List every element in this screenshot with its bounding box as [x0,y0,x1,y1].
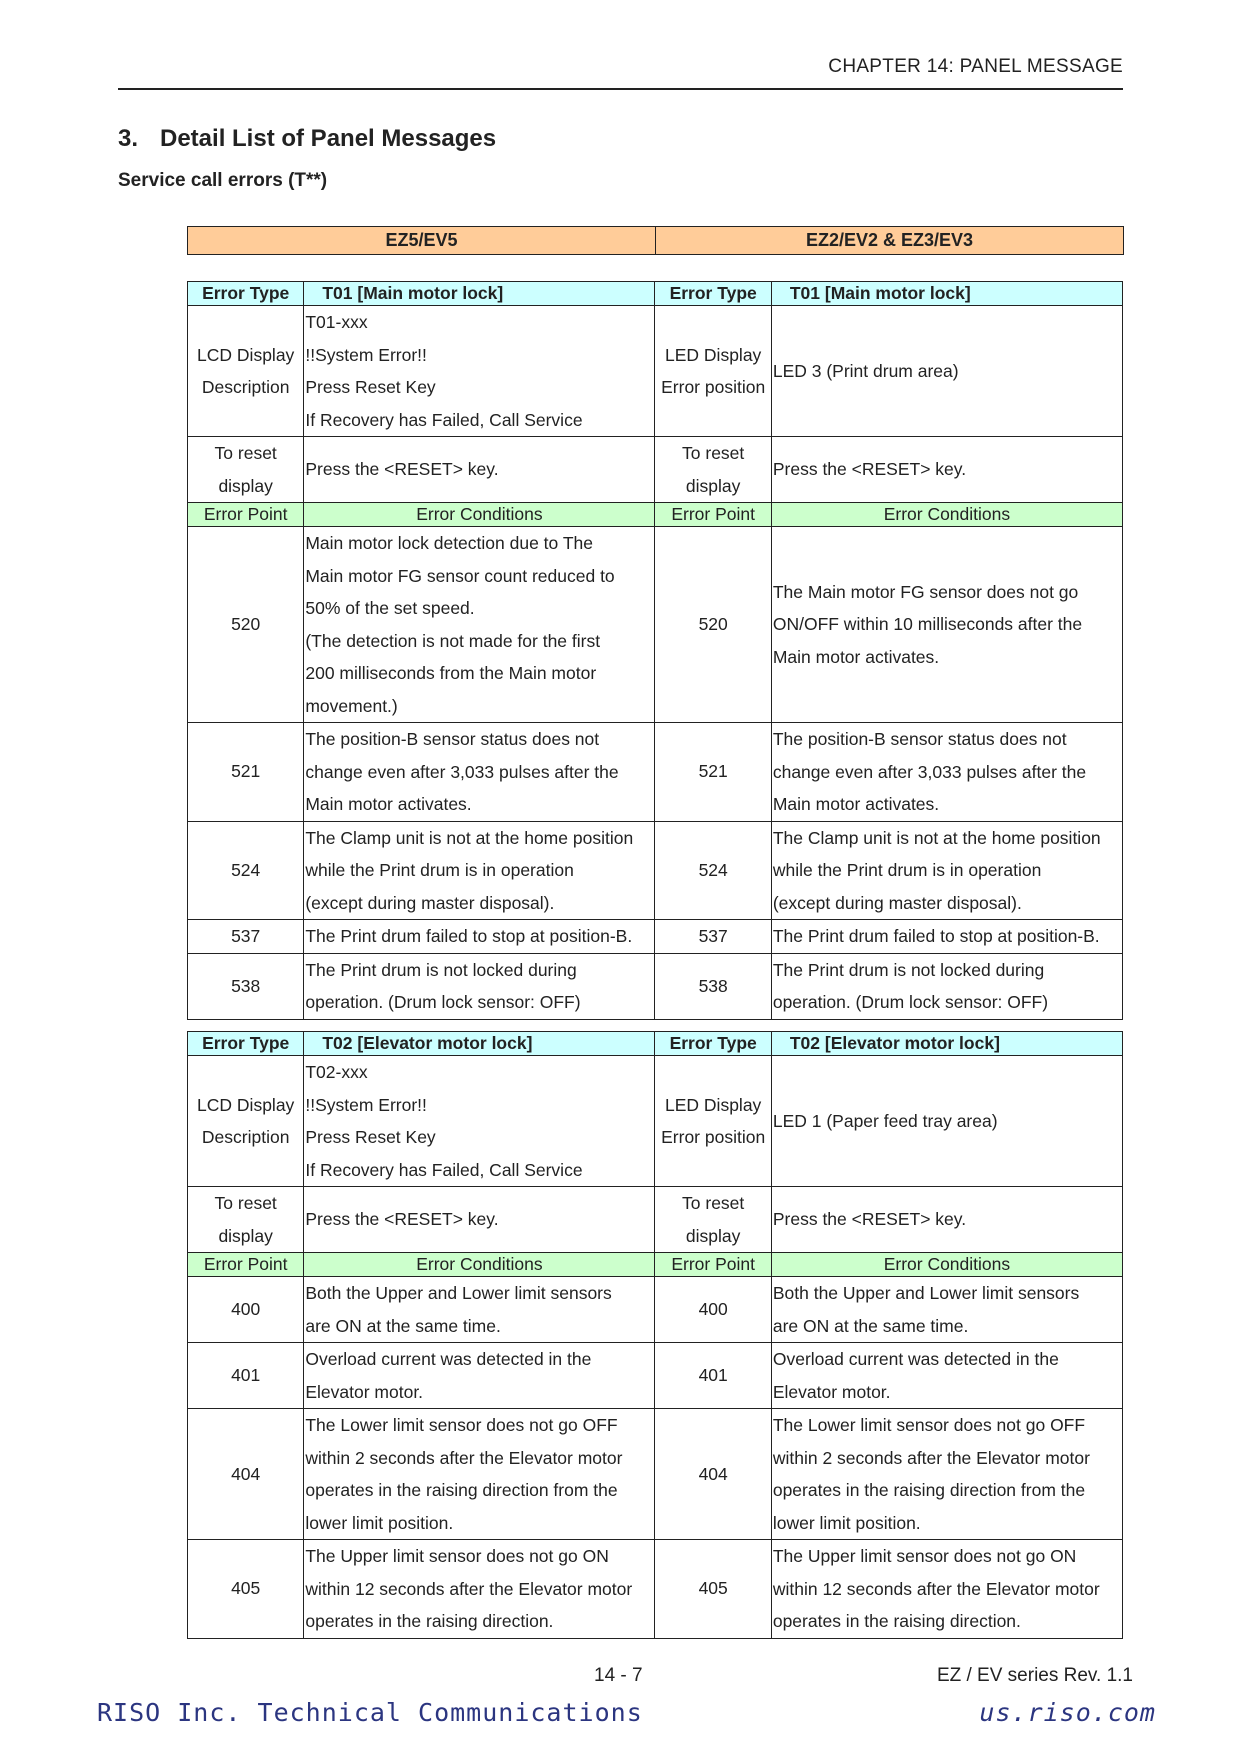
condition-line: are ON at the same time. [772,1315,969,1336]
section-number: 3. [118,125,139,152]
table-row [188,821,1123,920]
condition-line: while the Print drum is in operation [305,860,574,880]
t02-table [187,1031,1123,1639]
condition-line: 50% of the set speed. [305,598,475,618]
condition-line: The Print drum failed to stop at position-B. [772,926,1100,946]
condition-line: while the Print drum is in operation [772,860,1042,880]
condition-line: Main motor activates. [305,794,472,814]
error-point-value: 520 [188,527,304,723]
t01-reset-left: Press the <RESET> key. [304,437,655,503]
error-point-value: 401 [188,1343,304,1409]
condition-line: Main motor lock detection due to The [305,533,593,553]
condition-line: 200 milliseconds from the Main motor [305,663,597,683]
t01-conditions-header [188,503,1123,527]
condition-line: The Upper limit sensor does not go ON [772,1546,1077,1566]
lcd-label [188,1056,304,1187]
section-title-text: Detail List of Panel Messages [160,125,497,152]
condition-line: Overload current was detected in the [305,1349,592,1369]
led-label [655,1056,771,1187]
condition-line: operates in the raising direction from the [772,1480,1086,1500]
condition-line: The Lower limit sensor does not go OFF [772,1415,1086,1435]
condition-line: (except during master disposal). [772,892,1022,913]
display-label: display [685,475,741,496]
error-condition-right [771,723,1122,822]
table-row [188,1277,1123,1343]
error-condition-left [304,920,655,954]
table-row [188,527,1123,723]
error-point-value: 405 [655,1540,771,1639]
led-label [655,306,771,437]
t02-header-row [188,1032,1123,1056]
condition-line: movement.) [305,695,398,716]
error-condition-left [304,1409,655,1540]
error-type-label: Error Type [188,282,304,306]
t02-conditions-header [188,1253,1123,1277]
error-condition-left [304,1277,655,1343]
error-condition-right [771,1409,1122,1540]
led-display-label: LED Display [665,344,762,365]
error-point-value: 537 [188,920,304,954]
condition-line: within 12 seconds after the Elevator motor [772,1578,1100,1599]
to-reset-label: To reset [214,443,277,463]
table-row [188,723,1123,822]
t01-header-row [188,282,1123,306]
t01-lcd-message [304,306,655,437]
error-point-label: Error Point [188,1253,304,1277]
error-type-label: Error Type [655,282,771,306]
condition-line: Elevator motor. [772,1381,891,1402]
lcd-line: If Recovery has Failed, Call Service [305,409,583,430]
t01-reset-right: Press the <RESET> key. [771,437,1122,503]
t01-table [187,281,1123,1020]
error-condition-left [304,527,655,723]
error-condition-right [771,821,1122,920]
t01-title-right: T01 [Main motor lock] [771,282,1122,306]
t01-reset-row [188,437,1123,503]
error-point-value: 521 [188,723,304,822]
condition-line: are ON at the same time. [305,1315,501,1336]
error-condition-right [771,920,1122,954]
t02-title-right: T02 [Elevator motor lock] [771,1032,1122,1056]
table-row [188,953,1123,1019]
led-display-label: LED Display [665,1094,762,1115]
condition-line: The Upper limit sensor does not go ON [305,1546,609,1566]
reset-label [188,437,304,503]
section-title [118,125,496,153]
t01-display-row [188,306,1123,437]
error-point-value: 400 [188,1277,304,1343]
error-point-label: Error Point [188,503,304,527]
t02-display-row [188,1056,1123,1187]
t02-led-value: LED 1 (Paper feed tray area) [771,1056,1122,1187]
condition-line: The position-B sensor status does not [305,729,600,749]
error-condition-right [771,1540,1122,1639]
t01-rows [188,527,1123,1020]
error-condition-left [304,1540,655,1639]
error-point-label: Error Point [655,1253,771,1277]
chapter-header: CHAPTER 14: PANEL MESSAGE [828,56,1123,77]
model-header-table [187,226,1124,255]
to-reset-label: To reset [214,1193,277,1213]
error-position-label: Error position [661,1127,766,1147]
table-row [188,1343,1123,1409]
lcd-line: Press Reset Key [305,1127,436,1147]
lcd-display-label: LCD Display [197,1094,295,1115]
t02-reset-row [188,1187,1123,1253]
condition-line: The Lower limit sensor does not go OFF [305,1415,618,1435]
condition-line: operates in the raising direction. [305,1611,554,1631]
error-point-value: 401 [655,1343,771,1409]
condition-line: operates in the raising direction. [772,1611,1021,1631]
error-point-value: 520 [655,527,771,723]
table-row [188,920,1123,954]
condition-line: within 2 seconds after the Elevator motor [305,1447,623,1468]
error-point-value: 404 [655,1409,771,1540]
condition-line: The Clamp unit is not at the home position [305,827,634,848]
condition-line: within 2 seconds after the Elevator motor [772,1447,1090,1468]
condition-line: operation. (Drum lock sensor: OFF) [305,992,581,1012]
error-point-value: 537 [655,920,771,954]
lcd-line: T01-xxx [305,312,368,332]
reset-label [655,437,771,503]
t02-reset-left: Press the <RESET> key. [304,1187,655,1253]
condition-line: operates in the raising direction from the [305,1480,618,1500]
t02-title-left: T02 [Elevator motor lock] [304,1032,655,1056]
error-conditions-label: Error Conditions [304,503,655,527]
lcd-line: T02-xxx [305,1062,368,1082]
reset-label [188,1187,304,1253]
condition-line: change even after 3,033 pulses after the [772,761,1087,782]
t01-title-left: T01 [Main motor lock] [304,282,655,306]
display-label: display [218,475,273,496]
condition-line: (The detection is not made for the first [305,630,601,651]
error-condition-right [771,527,1122,723]
condition-line: lower limit position. [305,1512,454,1533]
error-condition-right [771,1277,1122,1343]
to-reset-label: To reset [682,443,745,463]
model-left: EZ5/EV5 [188,227,656,255]
error-point-value: 405 [188,1540,304,1639]
display-label: display [218,1225,273,1246]
condition-line: change even after 3,033 pulses after the [305,761,619,782]
error-type-label: Error Type [188,1032,304,1056]
error-condition-left [304,953,655,1019]
error-point-value: 524 [655,821,771,920]
description-label: Description [201,377,290,397]
to-reset-label: To reset [682,1193,745,1213]
error-conditions-label: Error Conditions [771,503,1122,527]
error-point-value: 404 [188,1409,304,1540]
condition-line: Main motor FG sensor count reduced to [305,565,615,586]
lcd-label [188,306,304,437]
condition-line: Both the Upper and Lower limit sensors [772,1283,1080,1303]
header-rule [118,88,1123,90]
table-row [188,1540,1123,1639]
condition-line: The Clamp unit is not at the home position [772,827,1101,848]
subtitle: Service call errors (T**) [118,170,328,191]
condition-line: The position-B sensor status does not [772,729,1067,749]
error-point-value: 538 [188,953,304,1019]
model-right: EZ2/EV2 & EZ3/EV3 [656,227,1124,255]
condition-line: Both the Upper and Lower limit sensors [305,1283,612,1303]
display-label: display [685,1225,741,1246]
page-number: 14 - 7 [594,1665,643,1686]
error-condition-left [304,1343,655,1409]
condition-line: lower limit position. [772,1512,921,1533]
error-point-value: 524 [188,821,304,920]
condition-line: Overload current was detected in the [772,1349,1059,1369]
condition-line: Elevator motor. [305,1381,424,1402]
error-condition-left [304,723,655,822]
condition-line: The Main motor FG sensor does not go [772,581,1079,602]
revision-label: EZ / EV series Rev. 1.1 [936,1665,1133,1686]
table-row [188,1409,1123,1540]
t01-led-value: LED 3 (Print drum area) [771,306,1122,437]
condition-line: The Print drum failed to stop at position-B. [305,926,633,946]
condition-line: The Print drum is not locked during [772,959,1045,980]
lcd-line: !!System Error!! [305,344,427,365]
company-footer: RISO Inc. Technical Communications [97,1698,643,1727]
condition-line: within 12 seconds after the Elevator motor [305,1578,633,1599]
error-type-label: Error Type [655,1032,771,1056]
lcd-line: !!System Error!! [305,1094,427,1115]
lcd-line: If Recovery has Failed, Call Service [305,1159,583,1180]
error-point-label: Error Point [655,503,771,527]
t02-reset-right: Press the <RESET> key. [771,1187,1122,1253]
condition-line: (except during master disposal). [305,892,555,913]
t02-rows [188,1277,1123,1639]
error-condition-right [771,1343,1122,1409]
error-conditions-label: Error Conditions [771,1253,1122,1277]
condition-line: ON/OFF within 10 milliseconds after the [772,614,1083,635]
condition-line: Main motor activates. [772,646,940,667]
website-footer: us.riso.com [979,1698,1156,1727]
error-point-value: 400 [655,1277,771,1343]
condition-line: The Print drum is not locked during [305,959,577,980]
error-point-value: 521 [655,723,771,822]
error-position-label: Error position [661,377,766,397]
error-point-value: 538 [655,953,771,1019]
lcd-display-label: LCD Display [197,344,295,365]
t02-lcd-message [304,1056,655,1187]
lcd-line: Press Reset Key [305,377,436,397]
error-condition-left [304,821,655,920]
error-conditions-label: Error Conditions [304,1253,655,1277]
reset-label [655,1187,771,1253]
condition-line: Main motor activates. [772,794,940,814]
condition-line: operation. (Drum lock sensor: OFF) [772,992,1049,1012]
error-condition-right [771,953,1122,1019]
description-label: Description [201,1127,290,1147]
